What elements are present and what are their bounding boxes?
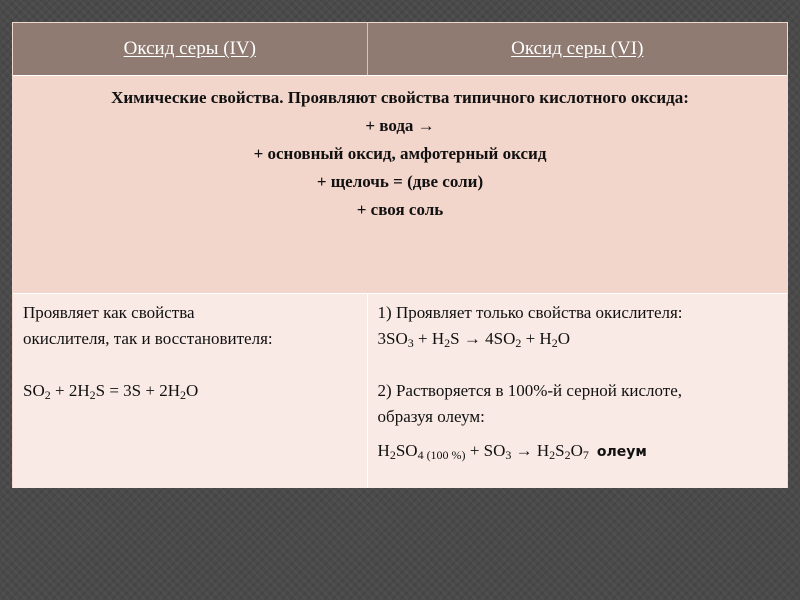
so3-item2 <box>378 378 779 430</box>
so3-oxidizer-reaction: $3SO_3 + H_2S \to 4SO_2 + H_2O$ <box>377 329 570 350</box>
so2-description-line2: окислителя, так и восстановителя: <box>23 329 273 348</box>
header-sulfur-oxide-iv: Оксид серы (IV) <box>13 23 368 75</box>
so2-description <box>23 300 359 352</box>
so3-item2-line1: 2) Растворяется в 100%-й серной кислоте, <box>377 381 683 400</box>
property-alkali: + щелочь = (две соли) <box>316 172 484 191</box>
so3-item1 <box>378 300 779 352</box>
so3-item1-text: 1) Проявляет только свойства окислителя: <box>377 303 683 322</box>
so2-properties-cell <box>13 294 368 488</box>
property-water: + вода → <box>365 116 435 135</box>
so3-item2-line2: образуя олеум: <box>377 407 485 426</box>
properties-heading: Химические свойства. Проявляют свойства типичного кислотного оксида: <box>111 88 689 107</box>
oleum-label: олеум <box>596 444 647 460</box>
table-header-row <box>13 23 787 75</box>
chemical-properties-text <box>13 76 787 224</box>
property-own-salt: + своя соль <box>356 200 444 219</box>
so3-properties-cell <box>368 294 787 488</box>
oleum-reaction-equation: $H_2SO_{4 (100 \%)} + SO_3 \to H_2S_2O_7$ олеум <box>377 441 647 462</box>
so2-description-line1: Проявляет как свойства <box>23 303 195 322</box>
specific-properties-row <box>13 293 787 488</box>
header-sulfur-oxide-vi: Оксид серы (VI) <box>511 38 644 59</box>
chemical-properties-row <box>13 75 787 293</box>
property-basic-amphoteric-oxide: + основный оксид, амфотерный оксид <box>253 144 547 163</box>
sulfur-oxides-table <box>12 22 788 488</box>
so2-reaction-equation: $SO_2 + 2H_2S = 3S + 2H_2O$ <box>23 381 199 402</box>
